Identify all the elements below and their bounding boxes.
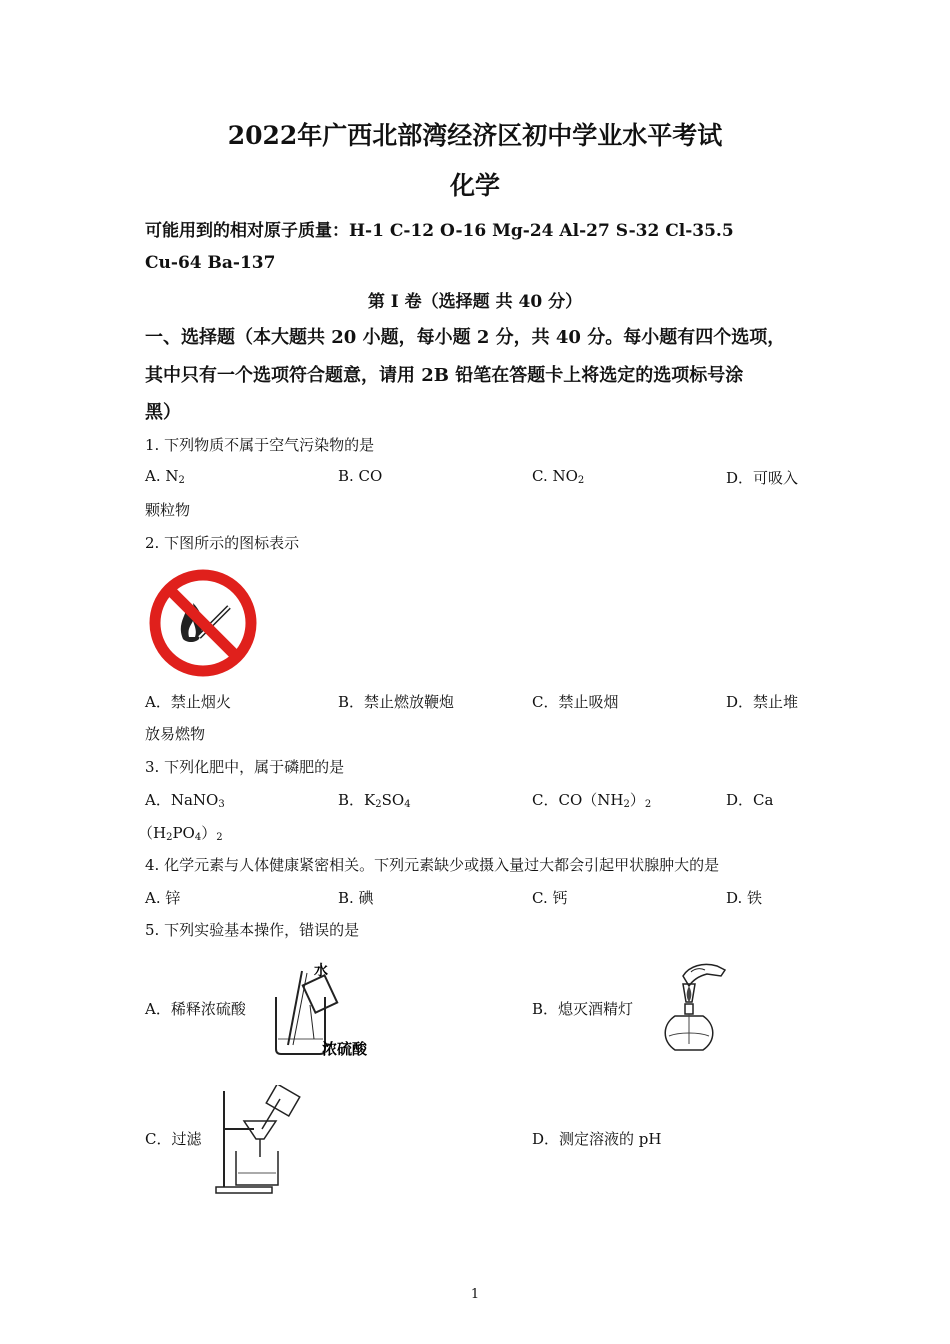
acid-label: 浓硫酸 xyxy=(322,1040,368,1058)
no-fire-sign-icon xyxy=(147,567,259,679)
q1-option-d-cont: 颗粒物 xyxy=(145,501,191,519)
q5-option-c: C．过滤 xyxy=(145,1130,202,1148)
q1-option-a: A. $N_2$ xyxy=(145,467,185,486)
q5-option-b: B．熄灭酒精灯 xyxy=(532,1000,634,1018)
q1-option-d: D．可吸入 xyxy=(726,469,799,487)
alcohol-lamp-figure xyxy=(655,958,730,1058)
atomic-mass-line2: Cu-64 Ba-137 xyxy=(145,253,276,273)
instructions-line3: 黑） xyxy=(145,402,181,423)
q1-stem: 1. 下列物质不属于空气污染物的是 xyxy=(145,436,375,454)
q4-option-c: C. 钙 xyxy=(532,889,568,907)
instructions-line2: 其中只有一个选项符合题意，请用 2B 铅笔在答题卡上将选定的选项标号涂 xyxy=(145,365,744,386)
section-heading: 第 I 卷（选择题 共 40 分） xyxy=(367,292,583,312)
exam-title: 2022年广西北部湾经济区初中学业水平考试 xyxy=(227,121,723,150)
q2-option-c: C．禁止吸烟 xyxy=(532,693,619,711)
q5-stem: 5. 下列实验基本操作，错误的是 xyxy=(145,921,360,939)
filtration-figure xyxy=(210,1085,305,1200)
page-number: 1 xyxy=(470,1287,480,1302)
q3-option-a: A．NaNO$_3$ xyxy=(145,791,225,810)
q2-option-d-cont: 放易燃物 xyxy=(145,725,206,743)
q2-option-b: B．禁止燃放鞭炮 xyxy=(338,693,455,711)
q4-option-b: B. 碘 xyxy=(338,889,374,907)
q4-option-a: A. 锌 xyxy=(145,889,181,907)
q5-option-d: D．测定溶液的 pH xyxy=(532,1130,662,1148)
q3-option-d: D．Ca xyxy=(726,791,774,809)
q1-option-b: B. CO xyxy=(338,467,383,485)
q3-option-d-cont: $(H_2PO_4)_2$ xyxy=(138,824,223,843)
q3-option-b: B．$K_2SO_4$ xyxy=(338,791,411,810)
atomic-mass-line1: 可能用到的相对原子质量：H-1 C-12 O-16 Mg-24 Al-27 S-32 Cl-35.5 xyxy=(145,221,734,241)
instructions-line1: 一、选择题（本大题共 20 小题，每小题 2 分，共 40 分。每小题有四个选项， xyxy=(145,327,786,348)
q5-option-a: A．稀释浓硫酸 xyxy=(145,1000,246,1018)
q1-option-c: C. $NO_2$ xyxy=(532,467,585,486)
q2-option-a: A．禁止烟火 xyxy=(145,693,231,711)
q3-stem: 3. 下列化肥中，属于磷肥的是 xyxy=(145,758,345,776)
q2-option-d: D．禁止堆 xyxy=(726,693,799,711)
subject-title: 化学 xyxy=(449,171,500,200)
dilute-acid-figure xyxy=(262,957,387,1062)
q3-option-c: C．$CO(NH_2)_2$ xyxy=(532,791,652,810)
q4-option-d: D. 铁 xyxy=(726,889,763,907)
q4-stem: 4. 化学元素与人体健康紧密相关。下列元素缺少或摄入量过大都会引起甲状腺肿大的是 xyxy=(145,856,720,874)
q2-stem: 2. 下图所示的图标表示 xyxy=(145,534,300,552)
water-label: 水 xyxy=(314,963,328,979)
